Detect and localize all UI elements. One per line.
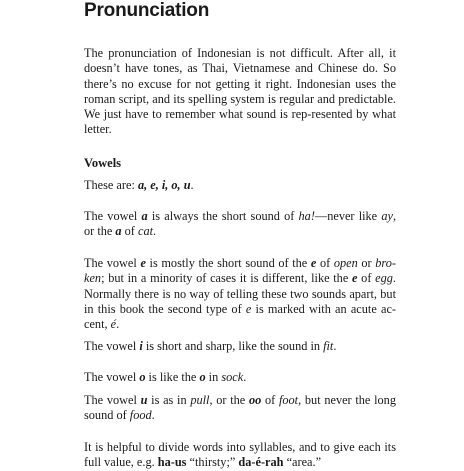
example-word: pull (190, 393, 210, 407)
vowel-e-paragraph (84, 256, 396, 332)
vowel-letter: a (141, 209, 148, 223)
text-run: is like the (145, 370, 200, 384)
vowel-a-paragraph (84, 209, 396, 240)
text-run: ; but in a minority of cases it is different, like the (101, 271, 352, 286)
vowel-letter: a (115, 224, 122, 239)
text-run: . (151, 408, 155, 423)
text-run: , or the (209, 393, 249, 407)
text-run: These are: (84, 178, 138, 192)
text-run: is mostly the short sound of the (145, 256, 311, 270)
text-run: of (357, 271, 376, 286)
text-run: is always the short sound of (147, 209, 299, 223)
text-run: The vowel (84, 256, 141, 270)
example-word: egg (375, 271, 393, 286)
text-run: in (205, 370, 222, 384)
syllables-paragraph (84, 440, 396, 471)
text-run: . (190, 178, 194, 192)
text-run: of (316, 256, 334, 270)
vowel-letter: i (139, 339, 143, 353)
example-word: open (333, 256, 358, 270)
gloss: “thirsty;” (186, 455, 239, 470)
text-run: is as in (147, 393, 191, 407)
text-run: The vowel (84, 339, 140, 353)
intro-paragraph: The pronunciation of Indonesian is not difficult. After all, it doesn’t have tones, as Thai, Vietnamese and Chinese do. So there’s no excuse for not getting it right. Indonesian uses the roman script, and its spelling system is regular and predictable. We just have to remember what sound is rep-resented by what letter. (84, 46, 396, 137)
vowel-letter: e (352, 271, 358, 286)
text-run: . (333, 339, 337, 353)
section-heading-vowels: Vowels (84, 156, 122, 170)
indonesian-word: ha-us (157, 455, 187, 470)
vowel-letter: o (199, 370, 206, 384)
example-word: ha! (298, 209, 315, 223)
text-run: . Normally there is no way of telling these two sounds apart, but in this book the second type of (84, 271, 396, 316)
text-run: The vowel (84, 393, 141, 407)
example-word: food (129, 408, 152, 423)
vowel-letter: e (140, 256, 146, 270)
text-run: —never like (314, 209, 382, 223)
example-word: foot (278, 393, 299, 407)
text-run: The vowel (84, 370, 140, 384)
example-word: cat (137, 224, 154, 239)
text-run: It is helpful to divide words into syllables, and to give each its full value, e.g. (84, 440, 396, 470)
example-letter: e (245, 301, 252, 316)
page-title: Pronunciation (84, 0, 210, 21)
vowel-letter: e (310, 256, 317, 270)
text-run: , or the (84, 209, 397, 239)
vowel-u-paragraph (84, 393, 396, 424)
text-run: , but never the long sound of (84, 393, 396, 423)
text-run: . (116, 317, 120, 332)
example-word: bro-ken (84, 256, 396, 286)
example-word: fit (323, 339, 334, 353)
text-run: The vowel (84, 209, 142, 223)
vowel-list: a, e, i, o, u (137, 178, 191, 192)
example-word: ay (381, 209, 393, 223)
vowel-letter: o (139, 370, 146, 384)
text-run: is short and sharp, like the sound in (142, 339, 324, 353)
text-run: or (357, 256, 376, 270)
vowel-letter: u (140, 393, 148, 407)
text-run: of (121, 224, 138, 239)
vowel-i-paragraph (84, 339, 396, 354)
vowels-list-paragraph (84, 178, 396, 193)
text-run: of (261, 393, 279, 407)
example-letter: é (110, 317, 117, 332)
example-word: sock (221, 370, 244, 384)
indonesian-word: da-é-rah (238, 455, 284, 470)
text-run: . (153, 224, 157, 239)
text-run: . (243, 370, 247, 384)
text-run: is marked with an acute ac-cent, (84, 301, 396, 332)
vowel-o-paragraph (84, 370, 396, 385)
vowel-letter: oo (248, 393, 262, 407)
gloss: “area.” (283, 455, 322, 470)
